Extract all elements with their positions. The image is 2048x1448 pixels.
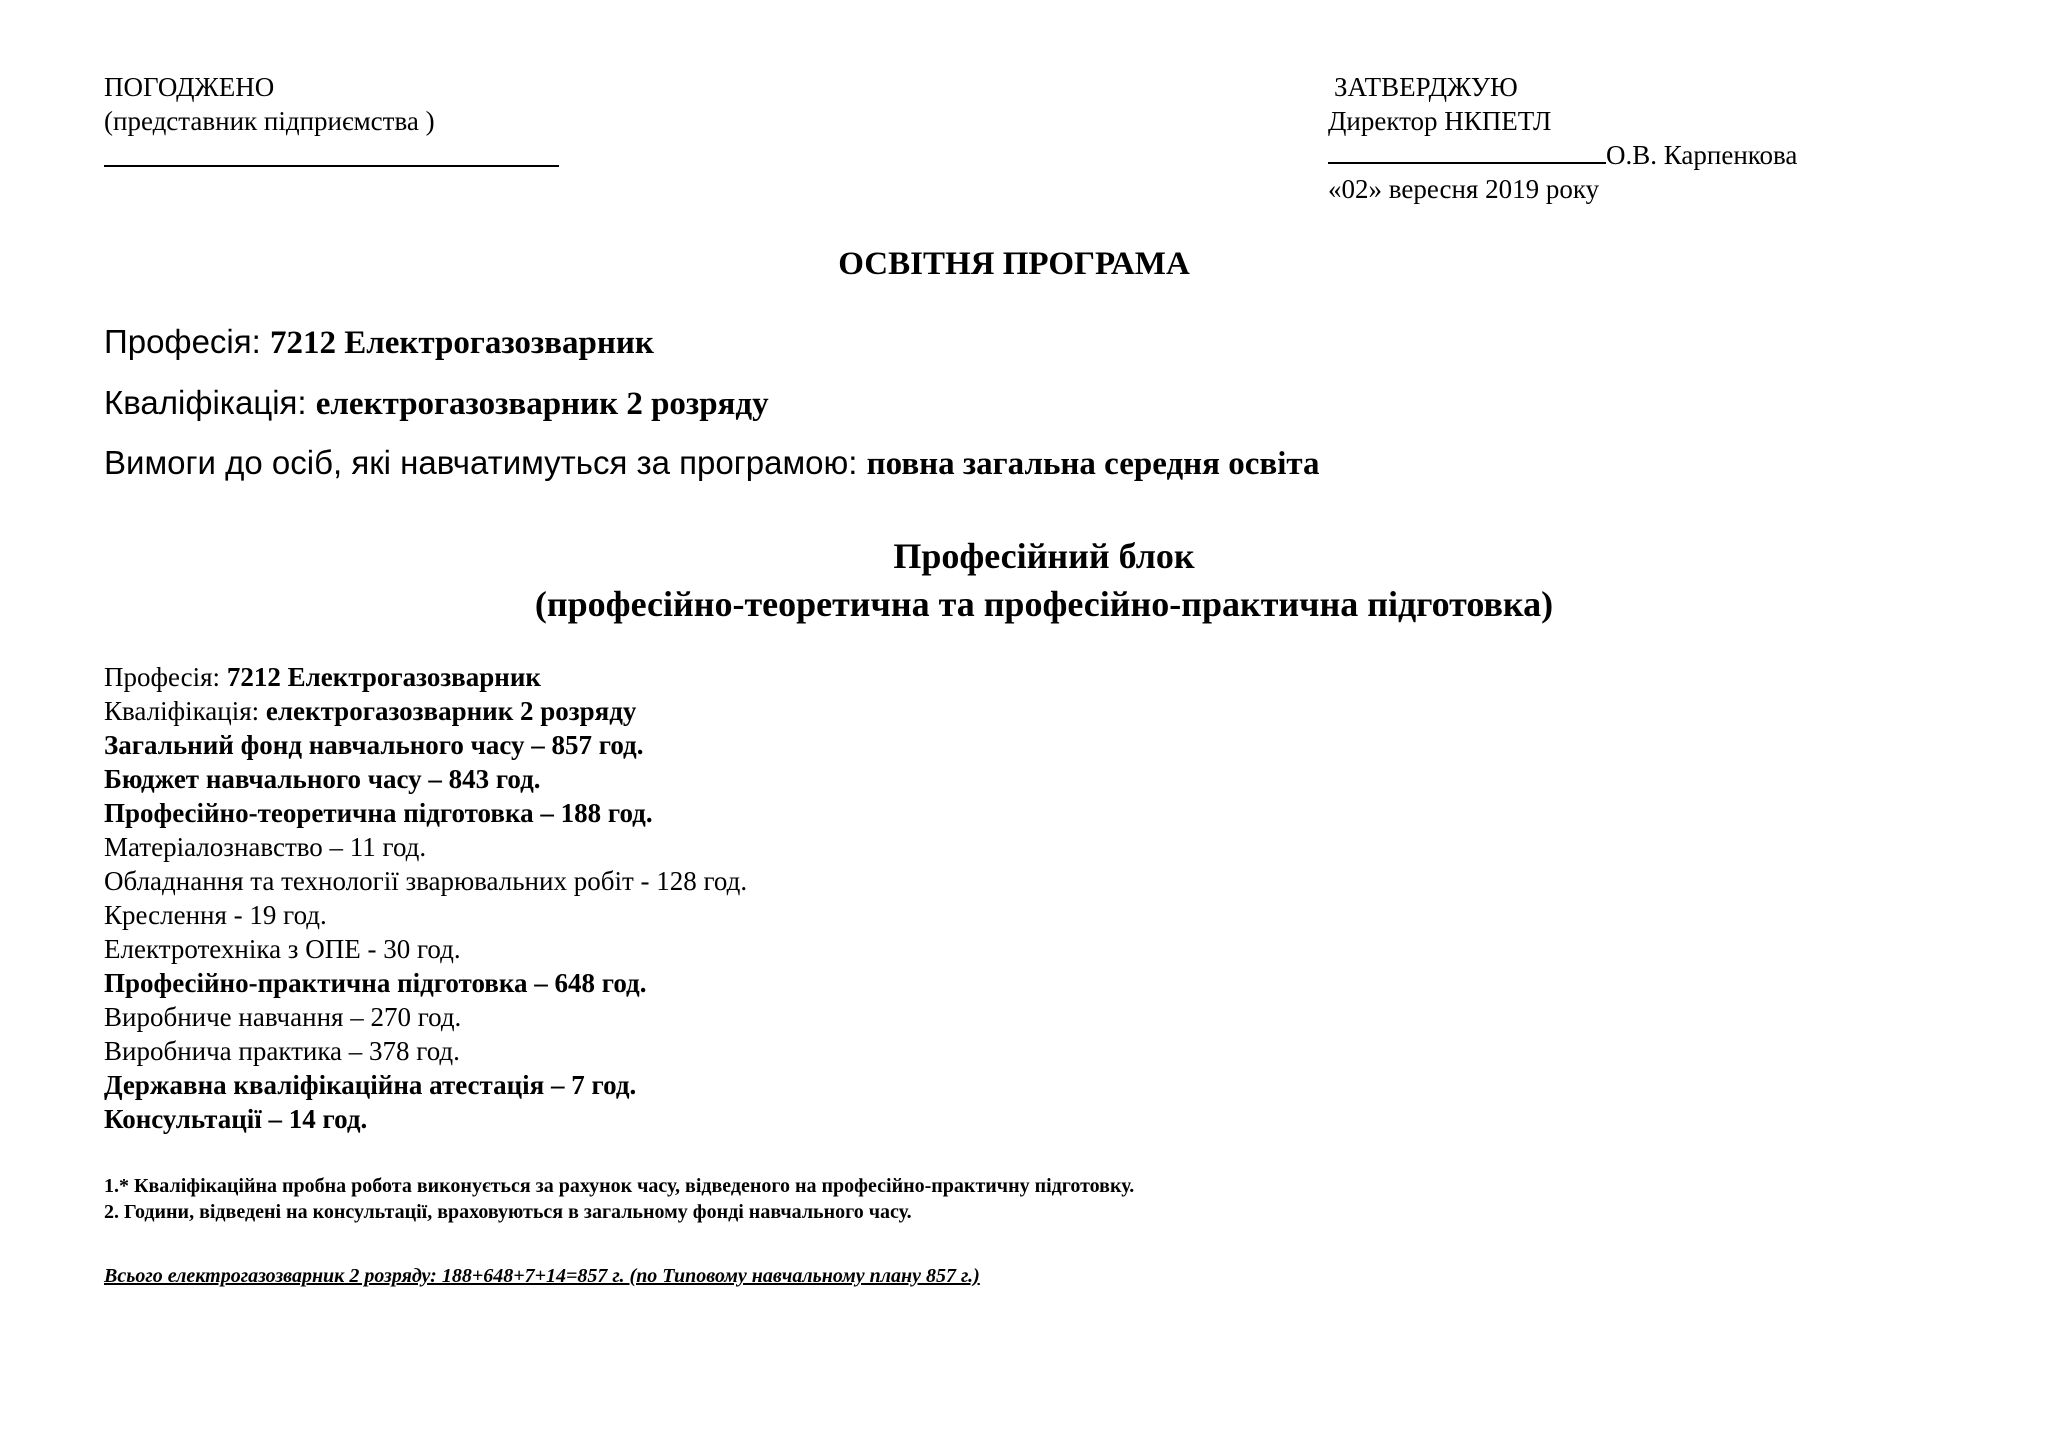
header-requirements-label: Вимоги до осіб, які навчатимуться за програмою:	[104, 444, 867, 481]
detail-budget: Бюджет навчального часу – 843 год.	[104, 764, 541, 794]
detail-equipment: Обладнання та технології зварювальних робіт - 128 год.	[104, 866, 748, 896]
detail-qualification-value: електрогазозварник 2 розряду	[265, 696, 637, 726]
approval-left-title: ПОГОДЖЕНО	[104, 72, 275, 102]
detail-consultations: Консультації – 14 год.	[104, 1104, 368, 1134]
detail-profession-label: Професія:	[104, 662, 227, 692]
detail-production-practice: Виробнича практика – 378 год.	[104, 1036, 460, 1066]
approval-right-date: «02» вересня 2019 року	[1328, 174, 1600, 204]
detail-state-attestation: Державна кваліфікаційна атестація – 7 год.	[104, 1070, 637, 1100]
note-2: 2. Години, відведені на консультації, враховуються в загальному фонді навчального часу.	[104, 1201, 912, 1223]
detail-total-fund: Загальний фонд навчального часу – 857 год.	[104, 730, 644, 760]
summary-line: Всього електрогазозварник 2 розряду: 188+648+7+14=857 г. (по Типовому навчальному плану 857 г.)	[104, 1265, 980, 1287]
details-list	[104, 660, 747, 1136]
detail-electro: Електротехніка з ОПЕ - 30 год.	[104, 934, 461, 964]
detail-materials: Матеріалознавство – 11 год.	[104, 832, 427, 862]
detail-theory-total: Професійно-теоретична підготовка – 188 год.	[104, 798, 653, 828]
block-title-line1: Професійний блок	[893, 536, 1195, 576]
header-requirements-value: повна загальна середня освіта	[866, 446, 1320, 482]
header-qualification-label: Кваліфікація:	[104, 384, 316, 421]
detail-qualification	[104, 694, 747, 728]
approval-left-subtitle: (представник підприємства )	[104, 106, 435, 136]
signature-line-left	[104, 165, 559, 167]
header-requirements	[104, 443, 1320, 484]
detail-practice-total: Професійно-практична підготовка – 648 год.	[104, 968, 647, 998]
approval-right-position: Директор НКПЕТЛ	[1328, 106, 1552, 136]
approval-right-signature	[1328, 138, 1797, 172]
header-qualification	[104, 383, 769, 424]
signature-line-right	[1328, 138, 1606, 164]
header-profession	[104, 322, 654, 363]
header-qualification-value: електрогазозварник 2 розряду	[315, 386, 769, 422]
note-1: 1.* Кваліфікаційна пробна робота виконується за рахунок часу, відведеного на професійно-практичну підготовку.	[104, 1175, 1135, 1197]
header-profession-value: 7212 Електрогазозварник	[269, 325, 654, 361]
document-title: ОСВІТНЯ ПРОГРАМА	[838, 246, 1190, 282]
block-title-line2: (професійно-теоретична та професійно-практична підготовка)	[534, 584, 1554, 624]
detail-profession	[104, 660, 747, 694]
approval-right-name: О.В. Карпенкова	[1606, 140, 1798, 170]
detail-production-training: Виробниче навчання – 270 год.	[104, 1002, 462, 1032]
detail-profession-value: 7212 Електрогазозварник	[226, 662, 541, 692]
detail-drawing: Креслення - 19 год.	[104, 900, 327, 930]
header-profession-label: Професія:	[104, 323, 270, 360]
detail-qualification-label: Кваліфікація:	[104, 696, 266, 726]
approval-right-title: ЗАТВЕРДЖУЮ	[1334, 72, 1518, 102]
